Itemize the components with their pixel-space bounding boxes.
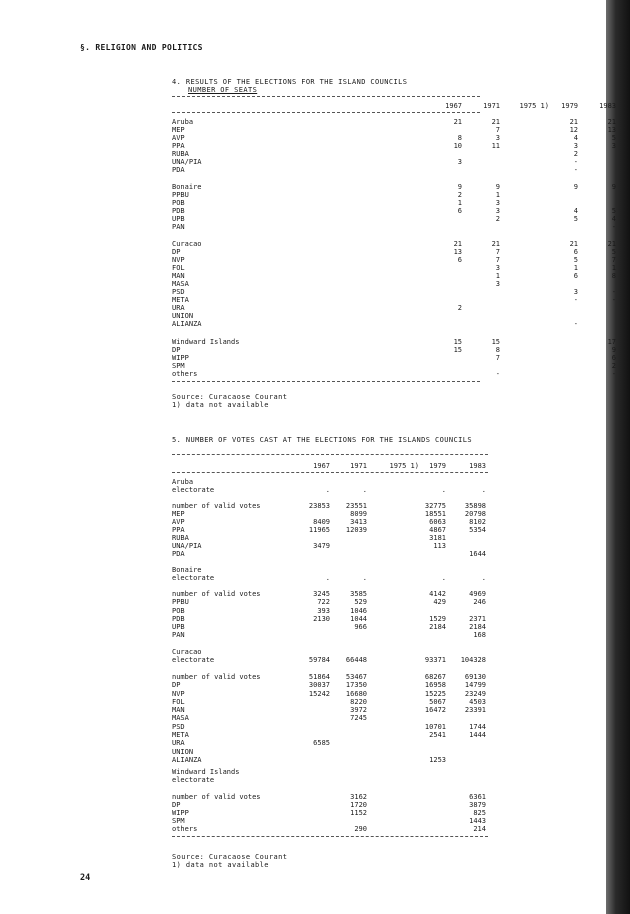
- row-label: MEP: [172, 510, 185, 518]
- row-label: MAN: [172, 706, 185, 714]
- cell-value: .: [481, 574, 486, 582]
- cell-value: 5: [611, 248, 616, 256]
- table2-col-1971: 1971: [350, 462, 367, 470]
- cell-value: 30037: [308, 681, 330, 689]
- cell-value: 8099: [350, 510, 367, 518]
- cell-value: 93371: [424, 656, 446, 664]
- cell-value: 3: [495, 264, 500, 272]
- cell-value: 4503: [469, 698, 486, 706]
- cell-value: 9: [573, 183, 578, 191]
- table2-row: [172, 739, 490, 747]
- cell-value: 6: [573, 248, 578, 256]
- cell-value: .: [441, 574, 446, 582]
- table2-row: [172, 582, 490, 590]
- table1-col-1971: 1971: [483, 102, 500, 110]
- table1-source: Source: Curacaose Courant: [172, 393, 288, 401]
- cell-value: -: [573, 320, 578, 328]
- cell-value: 1443: [469, 817, 486, 825]
- cell-value: 4969: [469, 590, 486, 598]
- cell-value: 6: [611, 354, 616, 362]
- table2-header-row: [172, 462, 490, 470]
- cell-value: 1046: [350, 607, 367, 615]
- table2: [172, 0, 490, 914]
- cell-value: .: [362, 574, 367, 582]
- cell-value: 2: [611, 362, 616, 370]
- cell-value: 393: [317, 607, 330, 615]
- cell-value: 1444: [469, 731, 486, 739]
- cell-value: 246: [473, 598, 486, 606]
- cell-value: 9: [611, 183, 616, 191]
- cell-value: 15: [453, 338, 462, 346]
- cell-value: 59784: [308, 656, 330, 664]
- cell-value: 10701: [424, 723, 446, 731]
- cell-value: 5: [573, 215, 578, 223]
- cell-value: 1529: [429, 615, 446, 623]
- row-label: Curacao: [172, 240, 202, 248]
- cell-value: 3479: [313, 542, 330, 550]
- cell-value: 4: [573, 134, 578, 142]
- table2-row: [172, 550, 490, 558]
- cell-value: 1253: [429, 756, 446, 764]
- cell-value: 69130: [464, 673, 486, 681]
- row-label: PAN: [172, 631, 185, 639]
- row-label: PDB: [172, 207, 185, 215]
- cell-value: 1644: [469, 550, 486, 558]
- cell-value: 1: [495, 191, 500, 199]
- row-label: DP: [172, 248, 181, 256]
- row-label: Windward Islands: [172, 768, 240, 776]
- row-label: PSD: [172, 723, 185, 731]
- cell-value: 51864: [308, 673, 330, 681]
- row-label: PPA: [172, 142, 185, 150]
- cell-value: -: [611, 223, 616, 231]
- cell-value: 6063: [429, 518, 446, 526]
- row-label: number of valid votes: [172, 673, 261, 681]
- table2-row: [172, 607, 490, 615]
- table2-row: [172, 681, 490, 689]
- cell-value: 825: [473, 809, 486, 817]
- cell-value: 7: [495, 354, 500, 362]
- cell-value: 4: [573, 207, 578, 215]
- cell-value: 214: [473, 825, 486, 833]
- cell-value: 8: [457, 134, 462, 142]
- cell-value: 8409: [313, 518, 330, 526]
- cell-value: 722: [317, 598, 330, 606]
- cell-value: 32775: [424, 502, 446, 510]
- table2-row: [172, 648, 490, 656]
- table2-row: [172, 518, 490, 526]
- table1-subtitle: NUMBER OF SEATS: [188, 86, 258, 94]
- cell-value: 3: [611, 142, 616, 150]
- cell-value: 966: [354, 623, 367, 631]
- cell-value: 1152: [350, 809, 367, 817]
- cell-value: 15: [453, 346, 462, 354]
- cell-value: 6: [573, 272, 578, 280]
- table2-row: [172, 690, 490, 698]
- row-label: WIPP: [172, 354, 189, 362]
- row-label: NVP: [172, 690, 185, 698]
- cell-value: 2184: [429, 623, 446, 631]
- row-label: DP: [172, 346, 181, 354]
- cell-value: 20798: [464, 510, 486, 518]
- cell-value: .: [441, 486, 446, 494]
- row-label: DP: [172, 801, 181, 809]
- cell-value: 23551: [345, 502, 367, 510]
- row-label: PDB: [172, 615, 185, 623]
- cell-value: 1: [495, 272, 500, 280]
- cell-value: 53467: [345, 673, 367, 681]
- table2-row: [172, 809, 490, 817]
- cell-value: 8102: [469, 518, 486, 526]
- cell-value: 104328: [460, 656, 486, 664]
- table2-col-1983: 1983: [469, 462, 486, 470]
- row-label: UPB: [172, 215, 185, 223]
- cell-value: 18551: [424, 510, 446, 518]
- cell-value: 3: [573, 288, 578, 296]
- cell-value: 68267: [424, 673, 446, 681]
- row-label: PAN: [172, 223, 185, 231]
- cell-value: -: [573, 158, 578, 166]
- table2-row: [172, 817, 490, 825]
- cell-value: -: [611, 288, 616, 296]
- table2-row: [172, 639, 490, 647]
- table2-col-1967: 1967: [313, 462, 330, 470]
- table1-title: 4. RESULTS OF THE ELECTIONS FOR THE ISLAND COUNCILS: [172, 78, 408, 86]
- cell-value: 113: [433, 542, 446, 550]
- row-label: URA: [172, 739, 185, 747]
- cell-value: -: [573, 296, 578, 304]
- cell-value: 2: [457, 191, 462, 199]
- row-label: electorate: [172, 656, 215, 664]
- cell-value: 21: [491, 240, 500, 248]
- table2-row: [172, 825, 490, 833]
- table2-row: [172, 714, 490, 722]
- row-label: Curacao: [172, 648, 202, 656]
- cell-value: 8220: [350, 698, 367, 706]
- row-label: URA: [172, 304, 185, 312]
- table2-row: [172, 486, 490, 494]
- cell-value: 21: [453, 118, 462, 126]
- row-label: NVP: [172, 256, 185, 264]
- table2-title: 5. NUMBER OF VOTES CAST AT THE ELECTIONS FOR THE ISLANDS COUNCILS: [172, 436, 472, 444]
- cell-value: 1: [457, 199, 462, 207]
- table2-row: [172, 542, 490, 550]
- row-label: UNION: [172, 312, 194, 320]
- cell-value: 21: [569, 118, 578, 126]
- cell-value: 3: [495, 280, 500, 288]
- cell-value: 3245: [313, 590, 330, 598]
- cell-value: -: [573, 166, 578, 174]
- row-label: POB: [172, 199, 185, 207]
- cell-value: 9: [495, 183, 500, 191]
- table1-col-1979: 1979: [561, 102, 578, 110]
- row-label: FOL: [172, 698, 185, 706]
- table2-row: [172, 768, 490, 776]
- cell-value: 3413: [350, 518, 367, 526]
- row-label: number of valid votes: [172, 590, 261, 598]
- table2-row: [172, 478, 490, 486]
- table2-row: [172, 656, 490, 664]
- row-label: UPB: [172, 623, 185, 631]
- cell-value: 2371: [469, 615, 486, 623]
- table2-source: Source: Curacaose Courant: [172, 853, 288, 861]
- table2-bottom-rule: [172, 836, 488, 837]
- cell-value: 15: [491, 338, 500, 346]
- cell-value: 290: [354, 825, 367, 833]
- table2-row: [172, 698, 490, 706]
- row-label: UNION: [172, 748, 194, 756]
- cell-value: .: [325, 486, 330, 494]
- table2-row: [172, 748, 490, 756]
- table2-row: [172, 566, 490, 574]
- row-label: AVP: [172, 518, 185, 526]
- cell-value: 1744: [469, 723, 486, 731]
- table2-row: [172, 784, 490, 792]
- row-label: electorate: [172, 574, 215, 582]
- row-label: WIPP: [172, 809, 189, 817]
- cell-value: 3181: [429, 534, 446, 542]
- table2-row: [172, 801, 490, 809]
- table2-row: [172, 494, 490, 502]
- cell-value: -: [611, 296, 616, 304]
- cell-value: 429: [433, 598, 446, 606]
- row-label: PPBU: [172, 191, 189, 199]
- row-label: MEP: [172, 126, 185, 134]
- cell-value: 2: [573, 150, 578, 158]
- row-label: RUBA: [172, 534, 189, 542]
- cell-value: 11: [491, 142, 500, 150]
- cell-value: 21: [491, 118, 500, 126]
- table2-row: [172, 665, 490, 673]
- table2-header-rule: [172, 472, 488, 473]
- table2-row: [172, 793, 490, 801]
- cell-value: 16472: [424, 706, 446, 714]
- table2-row: [172, 756, 490, 764]
- row-label: others: [172, 370, 198, 378]
- cell-value: 3: [495, 199, 500, 207]
- cell-value: 5354: [469, 526, 486, 534]
- cell-value: 5067: [429, 698, 446, 706]
- cell-value: 7: [495, 126, 500, 134]
- cell-value: 23853: [308, 502, 330, 510]
- row-label: AVP: [172, 134, 185, 142]
- row-label: ALIANZA: [172, 320, 202, 328]
- row-label: PDA: [172, 166, 185, 174]
- table2-row: [172, 731, 490, 739]
- cell-value: 6: [457, 207, 462, 215]
- cell-value: 7: [495, 256, 500, 264]
- cell-value: 35898: [464, 502, 486, 510]
- row-label: FOL: [172, 264, 185, 272]
- row-label: MAN: [172, 272, 185, 280]
- row-label: META: [172, 296, 189, 304]
- table1-col-1967: 1967: [445, 102, 462, 110]
- page-number: 24: [80, 873, 91, 883]
- table2-row: [172, 502, 490, 510]
- row-label: MASA: [172, 280, 189, 288]
- table2-row: [172, 534, 490, 542]
- row-label: PSD: [172, 288, 185, 296]
- row-label: SPM: [172, 817, 185, 825]
- cell-value: 12: [569, 126, 578, 134]
- cell-value: 15225: [424, 690, 446, 698]
- table2-note: 1) data not available: [172, 861, 269, 869]
- row-label: Aruba: [172, 118, 194, 126]
- table2-col-1975: 1975 1): [389, 462, 419, 470]
- cell-value: 14799: [464, 681, 486, 689]
- cell-value: 66448: [345, 656, 367, 664]
- cell-value: 1044: [350, 615, 367, 623]
- row-label: SPM: [172, 362, 185, 370]
- cell-value: -: [611, 370, 616, 378]
- table2-row: [172, 673, 490, 681]
- row-label: RUBA: [172, 150, 189, 158]
- page-header: §. RELIGION AND POLITICS: [80, 43, 203, 52]
- row-label: DP: [172, 681, 181, 689]
- cell-value: 15242: [308, 690, 330, 698]
- table1-col-1983: 1983: [599, 102, 616, 110]
- cell-value: 168: [473, 631, 486, 639]
- row-label: PPBU: [172, 598, 189, 606]
- row-label: electorate: [172, 486, 215, 494]
- row-label: Windward Islands: [172, 338, 240, 346]
- cell-value: 17350: [345, 681, 367, 689]
- cell-value: 21: [569, 240, 578, 248]
- cell-value: 21: [607, 240, 616, 248]
- cell-value: 3162: [350, 793, 367, 801]
- table1-col-1975: 1975 1): [519, 102, 549, 110]
- table2-row: [172, 558, 490, 566]
- cell-value: 6361: [469, 793, 486, 801]
- table2-row: [172, 623, 490, 631]
- cell-value: 2130: [313, 615, 330, 623]
- cell-value: 3: [495, 207, 500, 215]
- cell-value: 4: [611, 215, 616, 223]
- cell-value: .: [481, 486, 486, 494]
- cell-value: 6585: [313, 739, 330, 747]
- table2-col-1979: 1979: [429, 462, 446, 470]
- cell-value: 2: [457, 304, 462, 312]
- row-label: PDA: [172, 550, 185, 558]
- cell-value: 529: [354, 598, 367, 606]
- cell-value: 9: [611, 346, 616, 354]
- cell-value: 3879: [469, 801, 486, 809]
- cell-value: 6: [457, 256, 462, 264]
- cell-value: 11965: [308, 526, 330, 534]
- cell-value: 23249: [464, 690, 486, 698]
- row-label: ALIANZA: [172, 756, 202, 764]
- row-label: Bonaire: [172, 183, 202, 191]
- cell-value: 16958: [424, 681, 446, 689]
- table2-row: [172, 776, 490, 784]
- cell-value: 7245: [350, 714, 367, 722]
- cell-value: .: [362, 486, 367, 494]
- row-label: META: [172, 731, 189, 739]
- cell-value: 3: [457, 158, 462, 166]
- cell-value: 2184: [469, 623, 486, 631]
- cell-value: 4867: [429, 526, 446, 534]
- cell-value: 2: [495, 215, 500, 223]
- cell-value: 12039: [345, 526, 367, 534]
- cell-value: -: [495, 370, 500, 378]
- table2-row: [172, 615, 490, 623]
- cell-value: 3585: [350, 590, 367, 598]
- cell-value: 13: [607, 126, 616, 134]
- row-label: Aruba: [172, 478, 194, 486]
- row-label: PPA: [172, 526, 185, 534]
- cell-value: 8: [495, 346, 500, 354]
- cell-value: 23391: [464, 706, 486, 714]
- cell-value: 17: [607, 338, 616, 346]
- cell-value: 7: [495, 248, 500, 256]
- table2-row: [172, 723, 490, 731]
- row-label: MASA: [172, 714, 189, 722]
- cell-value: 5: [573, 256, 578, 264]
- cell-value: 2541: [429, 731, 446, 739]
- cell-value: 3972: [350, 706, 367, 714]
- cell-value: 16680: [345, 690, 367, 698]
- table2-row: [172, 706, 490, 714]
- cell-value: 3: [495, 134, 500, 142]
- cell-value: 21: [607, 118, 616, 126]
- cell-value: 1720: [350, 801, 367, 809]
- table2-row: [172, 574, 490, 582]
- cell-value: 21: [453, 240, 462, 248]
- cell-value: 8: [611, 272, 616, 280]
- row-label: electorate: [172, 776, 215, 784]
- cell-value: 5: [611, 207, 616, 215]
- row-label: POB: [172, 607, 185, 615]
- row-label: UNA/PIA: [172, 158, 202, 166]
- cell-value: 9: [457, 183, 462, 191]
- row-label: number of valid votes: [172, 793, 261, 801]
- table2-row: [172, 510, 490, 518]
- table2-row: [172, 598, 490, 606]
- row-label: others: [172, 825, 198, 833]
- cell-value: 10: [453, 142, 462, 150]
- cell-value: 7: [611, 256, 616, 264]
- table1-note: 1) data not available: [172, 401, 269, 409]
- row-label: Bonaire: [172, 566, 202, 574]
- cell-value: .: [325, 574, 330, 582]
- table2-row: [172, 590, 490, 598]
- row-label: number of valid votes: [172, 502, 261, 510]
- cell-value: 1: [573, 264, 578, 272]
- table2-row: [172, 631, 490, 639]
- row-label: UNA/PIA: [172, 542, 202, 550]
- cell-value: 5: [611, 134, 616, 142]
- table2-row: [172, 526, 490, 534]
- cell-value: 13: [453, 248, 462, 256]
- cell-value: 1: [611, 264, 616, 272]
- cell-value: 4142: [429, 590, 446, 598]
- cell-value: 3: [573, 142, 578, 150]
